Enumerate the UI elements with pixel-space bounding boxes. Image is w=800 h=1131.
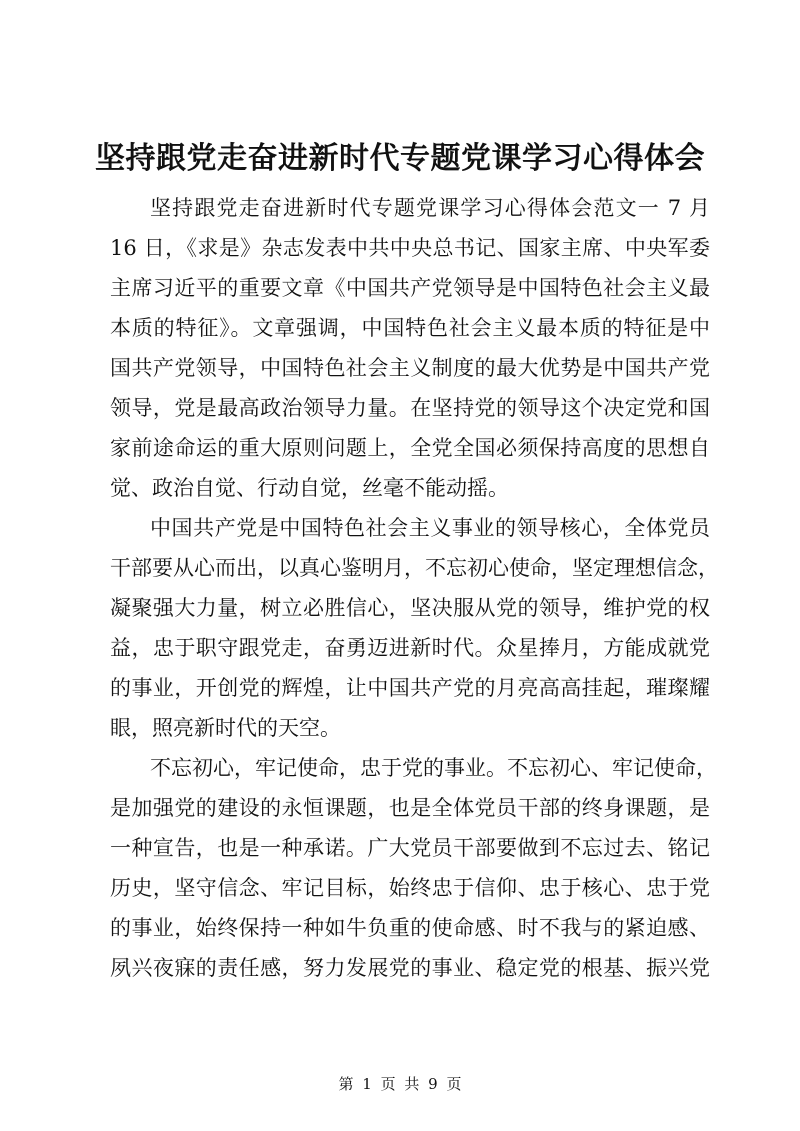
- text-line: 的事业，开创党的辉煌，让中国共产党的月亮高高挂起，璀璨耀: [110, 676, 710, 700]
- text-line: 家前途命运的重大原则问题上，全党全国必须保持高度的思想自: [110, 436, 710, 460]
- paragraph-2: [110, 508, 719, 748]
- text-line: 不忘初心，牢记使命，忠于党的事业。不忘初心、牢记使命，: [150, 756, 717, 780]
- text-line: 主席习近平的重要文章《中国共产党领导是中国特色社会主义最: [110, 276, 710, 300]
- text-line: 16 日，《求是》杂志发表中共中央总书记、国家主席、中央军委: [110, 236, 710, 260]
- text-line: 历史，坚守信念、牢记目标，始终忠于信仰、忠于核心、忠于党: [110, 876, 710, 900]
- text-line: 领导，党是最高政治领导力量。在坚持党的领导这个决定党和国: [110, 396, 710, 420]
- text-line: 的事业，始终保持一种如牛负重的使命感、时不我与的紧迫感、: [110, 916, 710, 940]
- text-line: 中国共产党是中国特色社会主义事业的领导核心，全体党员: [150, 516, 710, 540]
- text-line: 干部要从心而出，以真心鉴明月，不忘初心使命，坚定理想信念，: [110, 556, 719, 580]
- text-line: 本质的特征》。文章强调，中国特色社会主义最本质的特征是中: [110, 316, 710, 340]
- document-body: [110, 188, 719, 988]
- page-footer: 第 1 页 共 9 页: [338, 1075, 462, 1093]
- text-line: 一种宣告，也是一种承诺。广大党员干部要做到不忘过去、铭记: [110, 836, 710, 860]
- text-line: 是加强党的建设的永恒课题，也是全体党员干部的终身课题，是: [110, 796, 710, 820]
- text-line: 益，忠于职守跟党走，奋勇迈进新时代。众星捧月，方能成就党: [110, 636, 710, 660]
- paragraph-3: [110, 748, 717, 988]
- text-line: 坚持跟党走奋进新时代专题党课学习心得体会范文一 7 月: [150, 196, 710, 220]
- paragraph-1: [110, 188, 710, 508]
- text-line: 眼，照亮新时代的天空。: [110, 716, 341, 740]
- document-title: 坚持跟党走奋进新时代专题党课学习心得体会: [95, 141, 705, 176]
- text-line: 夙兴夜寐的责任感，努力发展党的事业、稳定党的根基、振兴党: [110, 956, 710, 980]
- text-line: 凝聚强大力量，树立必胜信心，坚决服从党的领导，维护党的权: [110, 596, 710, 620]
- text-line: 觉、政治自觉、行动自觉，丝毫不能动摇。: [110, 476, 509, 500]
- text-line: 国共产党领导，中国特色社会主义制度的最大优势是中国共产党: [110, 356, 710, 380]
